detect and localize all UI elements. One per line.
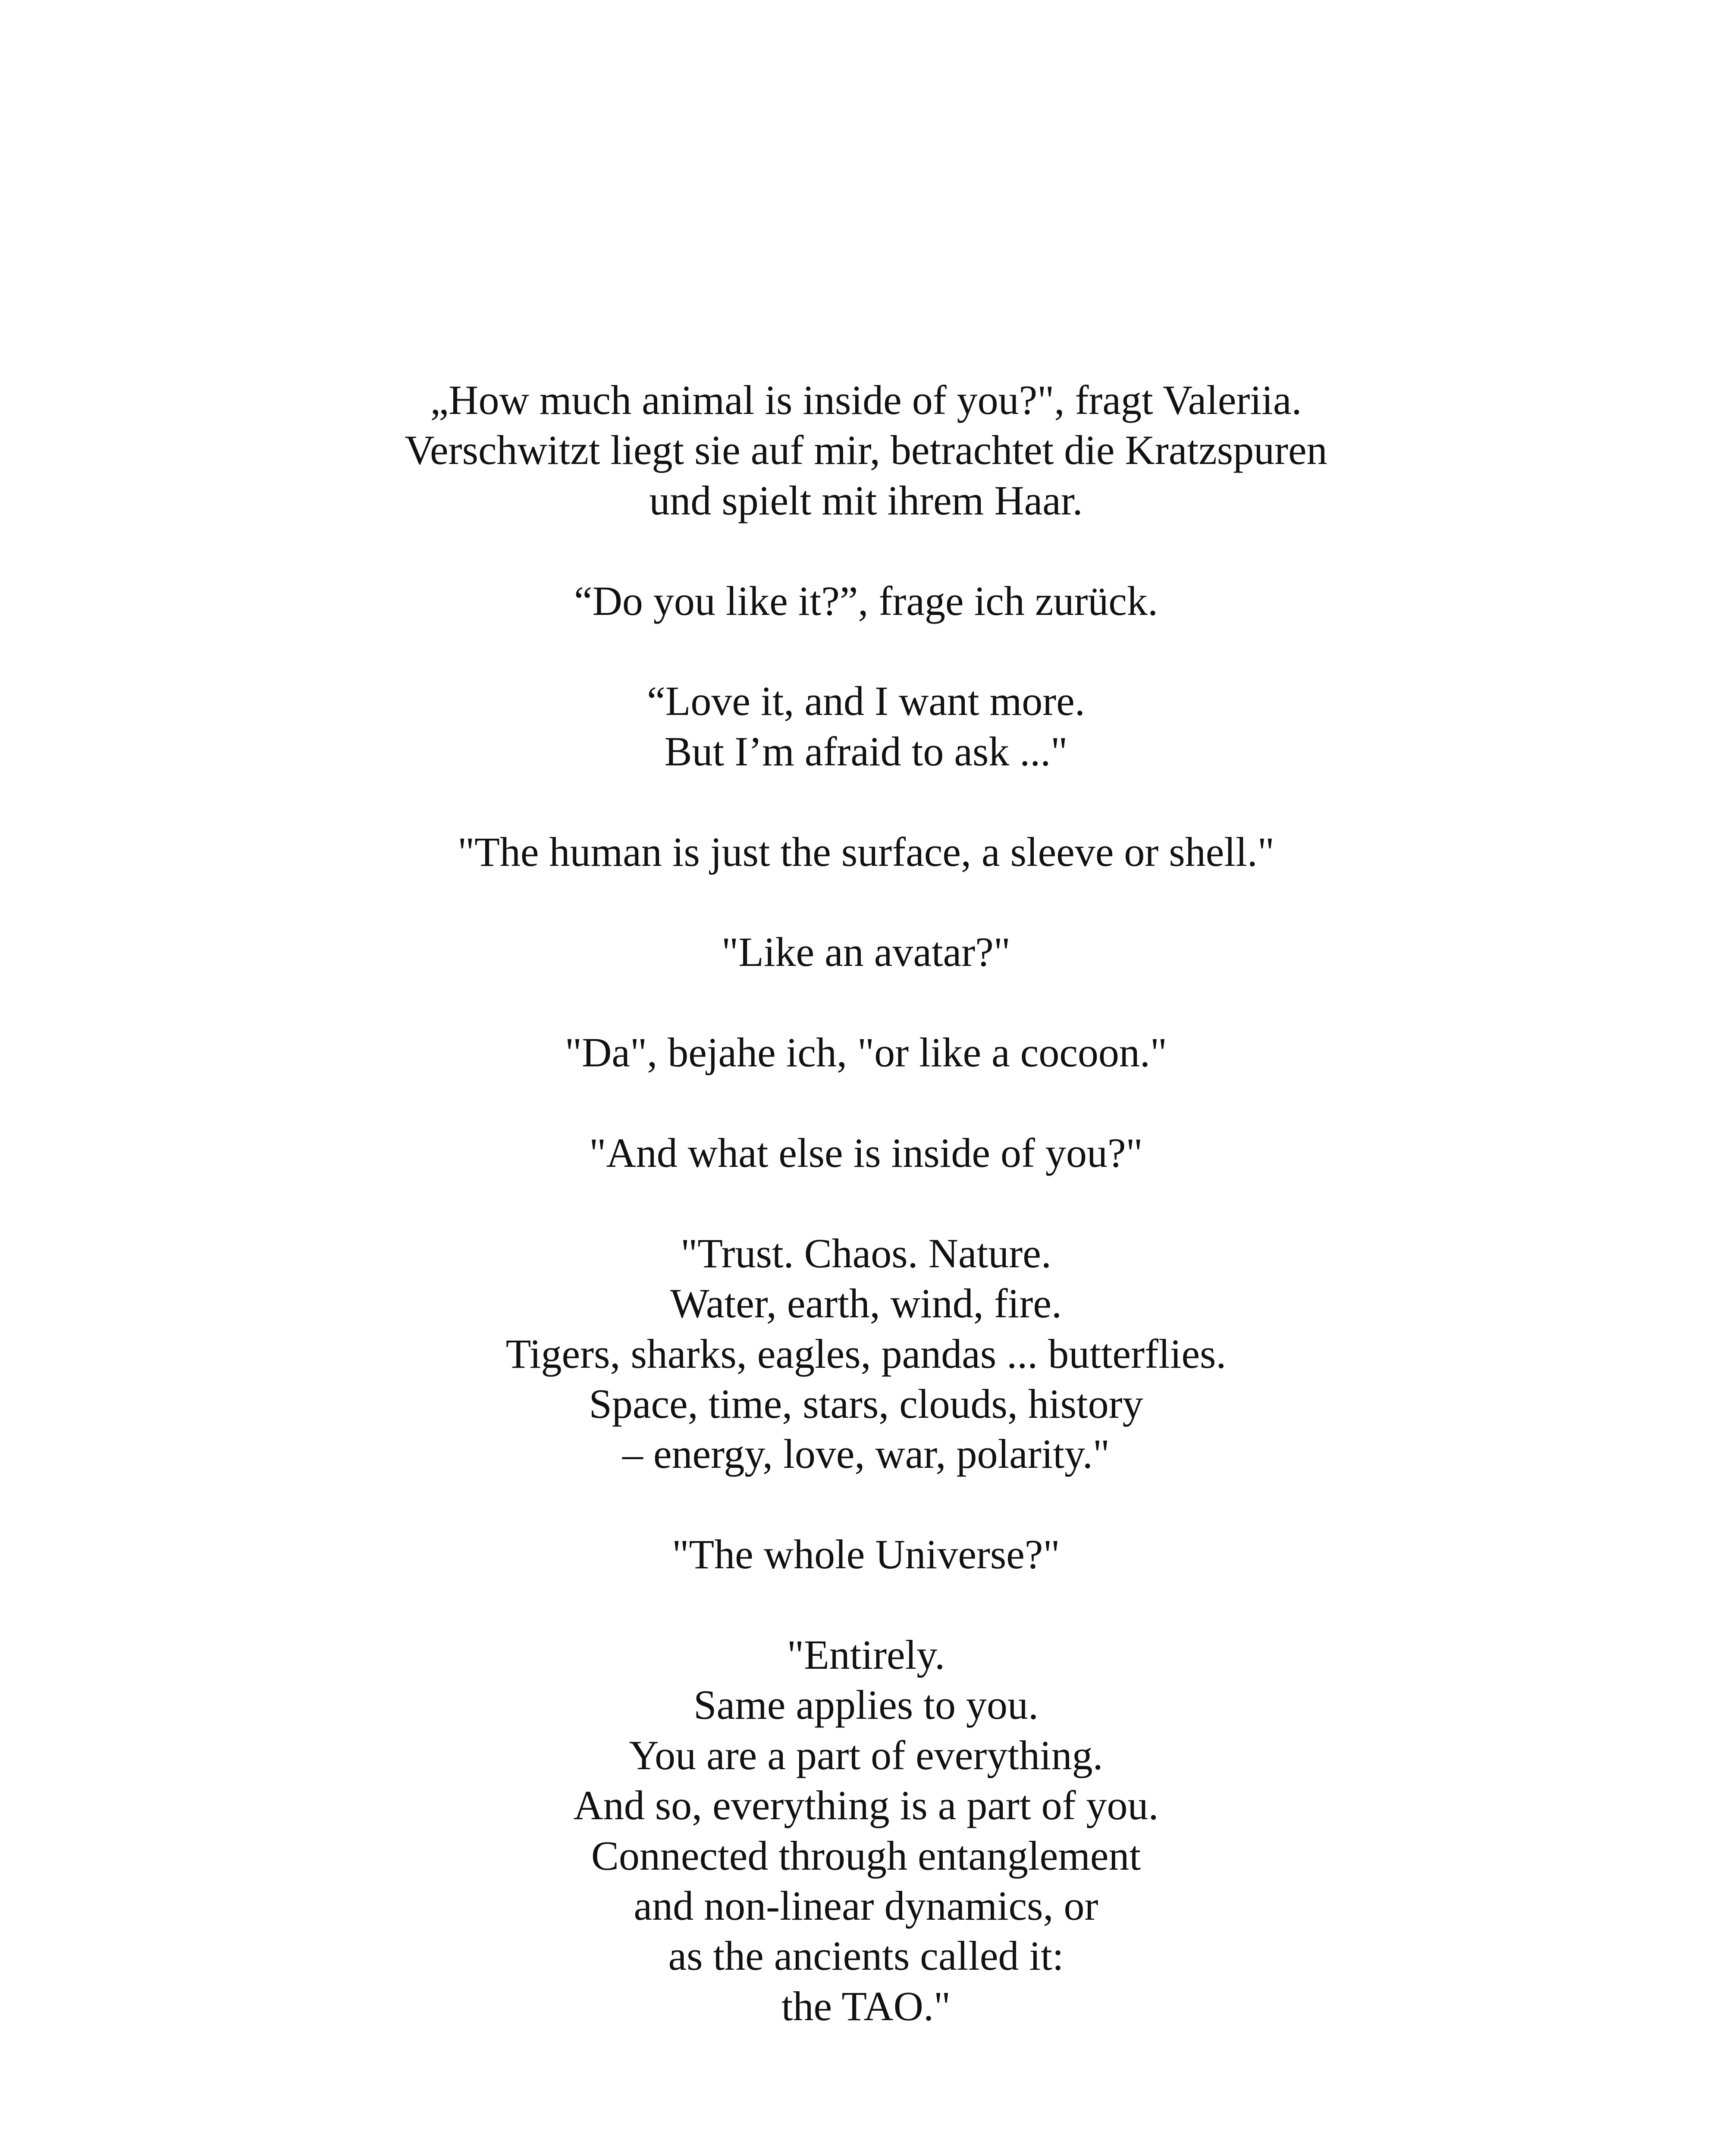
poem-line: the TAO." — [781, 1983, 951, 2029]
stanza-7 — [0, 1128, 1732, 1178]
poem-line: You are a part of everything. — [629, 1732, 1103, 1778]
poem-line: "Trust. Chaos. Nature. — [681, 1230, 1051, 1276]
poem-line: “Love it, and I want more. — [647, 678, 1085, 724]
stanza-6 — [0, 1028, 1732, 1078]
poem-line: "Entirely. — [787, 1632, 945, 1678]
stanza-9 — [0, 1529, 1732, 1579]
poem-line: "Like an avatar?" — [722, 929, 1010, 975]
stanza-10 — [0, 1630, 1732, 2031]
poem-line: and non-linear dynamics, or — [634, 1883, 1098, 1929]
poem-line: "Da", bejahe ich, "or like a cocoon." — [565, 1029, 1167, 1076]
poem-line: as the ancients called it: — [668, 1933, 1064, 1979]
stanza-4 — [0, 827, 1732, 877]
poem-line: And so, everything is a part of you. — [573, 1782, 1159, 1829]
stanza-2 — [0, 576, 1732, 626]
poem-line: Verschwitzt liegt sie auf mir, betrachtet die Kratzspuren — [405, 427, 1327, 473]
poem-line: Water, earth, wind, fire. — [670, 1280, 1062, 1327]
poem-line: Same applies to you. — [693, 1682, 1039, 1728]
poem-line: „How much animal is inside of you?", fragt Valeriia. — [430, 377, 1302, 423]
poem-line: But I’m afraid to ask ..." — [664, 728, 1068, 774]
poem-text — [0, 375, 1732, 2031]
poem-line: und spielt mit ihrem Haar. — [649, 477, 1083, 523]
poem-line: Connected through entanglement — [591, 1832, 1141, 1879]
poem-line: "The human is just the surface, a sleeve or shell." — [458, 828, 1274, 875]
stanza-1 — [0, 375, 1732, 526]
stanza-3 — [0, 676, 1732, 777]
stanza-8 — [0, 1228, 1732, 1479]
stanza-5 — [0, 927, 1732, 977]
poem-line: "And what else is inside of you?" — [589, 1130, 1143, 1176]
poem-line: “Do you like it?”, frage ich zurück. — [574, 577, 1158, 624]
poem-line: "The whole Universe?" — [672, 1531, 1060, 1578]
poem-line: – energy, love, war, polarity." — [622, 1431, 1110, 1477]
poem-line: Tigers, sharks, eagles, pandas ... butterflies. — [505, 1330, 1227, 1377]
poem-line: Space, time, stars, clouds, history — [589, 1381, 1143, 1427]
